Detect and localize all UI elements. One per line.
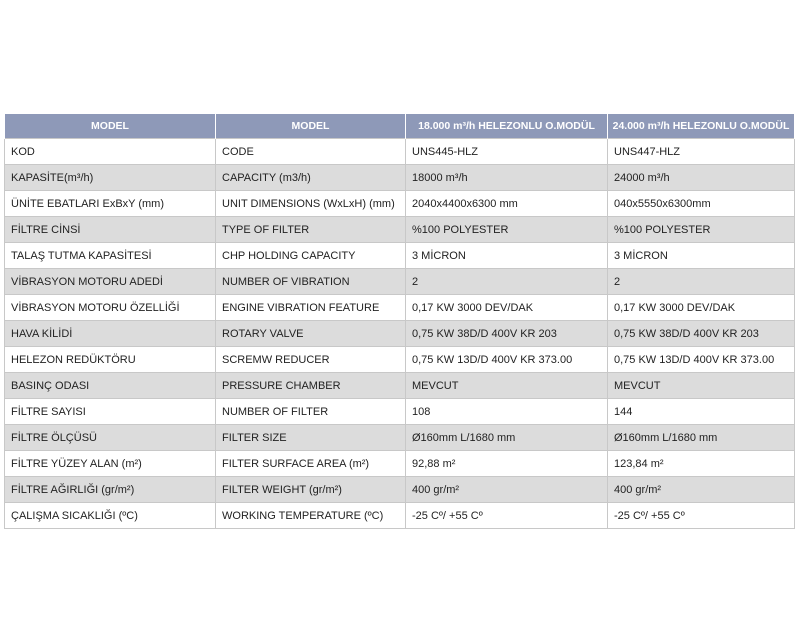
cell-label-tr: FİLTRE CİNSİ	[5, 217, 216, 243]
cell-value-24000: 123,84 m²	[608, 451, 795, 477]
header-row	[5, 114, 795, 139]
cell-label-en: NUMBER OF VIBRATION	[216, 269, 406, 295]
cell-label-en: CODE	[216, 139, 406, 165]
table-row	[5, 399, 795, 425]
cell-label-en: CAPACITY (m3/h)	[216, 165, 406, 191]
cell-value-24000: UNS447-HLZ	[608, 139, 795, 165]
cell-label-en: UNIT DIMENSIONS (WxLxH) (mm)	[216, 191, 406, 217]
cell-value-18000: 108	[406, 399, 608, 425]
cell-label-en: ROTARY VALVE	[216, 321, 406, 347]
table-row	[5, 243, 795, 269]
cell-value-18000: 400 gr/m²	[406, 477, 608, 503]
cell-label-en: CHP HOLDING CAPACITY	[216, 243, 406, 269]
cell-value-18000: 2040x4400x6300 mm	[406, 191, 608, 217]
table-row	[5, 425, 795, 451]
cell-value-18000: 0,17 KW 3000 DEV/DAK	[406, 295, 608, 321]
cell-value-24000: 24000 m³/h	[608, 165, 795, 191]
cell-label-en: FILTER SURFACE AREA (m²)	[216, 451, 406, 477]
table-row	[5, 191, 795, 217]
table-row	[5, 477, 795, 503]
cell-value-24000: 400 gr/m²	[608, 477, 795, 503]
cell-value-24000: -25 Cº/ +55 Cº	[608, 503, 795, 529]
cell-value-18000: 2	[406, 269, 608, 295]
cell-value-18000: -25 Cº/ +55 Cº	[406, 503, 608, 529]
header-24000-module: 24.000 m³/h HELEZONLU O.MODÜL	[608, 114, 795, 139]
cell-label-en: PRESSURE CHAMBER	[216, 373, 406, 399]
cell-label-en: FILTER WEIGHT (gr/m²)	[216, 477, 406, 503]
table-row	[5, 373, 795, 399]
header-model-tr: MODEL	[5, 114, 216, 139]
cell-label-tr: HAVA KİLİDİ	[5, 321, 216, 347]
table-row	[5, 503, 795, 529]
table-row	[5, 165, 795, 191]
cell-label-tr: HELEZON REDÜKTÖRU	[5, 347, 216, 373]
table-row	[5, 321, 795, 347]
cell-label-tr: BASINÇ ODASI	[5, 373, 216, 399]
table-row	[5, 347, 795, 373]
cell-value-18000: 18000 m³/h	[406, 165, 608, 191]
cell-value-18000: 3 MİCRON	[406, 243, 608, 269]
cell-label-tr: FİLTRE SAYISI	[5, 399, 216, 425]
cell-value-24000: 0,17 KW 3000 DEV/DAK	[608, 295, 795, 321]
header-model-en: MODEL	[216, 114, 406, 139]
cell-label-tr: FİLTRE AĞIRLIĞI (gr/m²)	[5, 477, 216, 503]
cell-label-tr: ÜNİTE EBATLARI ExBxY (mm)	[5, 191, 216, 217]
cell-label-en: SCREMW REDUCER	[216, 347, 406, 373]
cell-value-24000: 2	[608, 269, 795, 295]
cell-label-en: WORKING TEMPERATURE (ºC)	[216, 503, 406, 529]
cell-value-24000: 144	[608, 399, 795, 425]
cell-label-tr: VİBRASYON MOTORU ADEDİ	[5, 269, 216, 295]
table-row	[5, 269, 795, 295]
cell-label-tr: KAPASİTE(m³/h)	[5, 165, 216, 191]
cell-label-tr: VİBRASYON MOTORU ÖZELLİĞİ	[5, 295, 216, 321]
cell-label-en: TYPE OF FILTER	[216, 217, 406, 243]
spec-table	[4, 114, 795, 529]
cell-value-18000: %100 POLYESTER	[406, 217, 608, 243]
cell-value-24000: 0,75 KW 38D/D 400V KR 203	[608, 321, 795, 347]
cell-value-18000: MEVCUT	[406, 373, 608, 399]
cell-value-24000: 3 MİCRON	[608, 243, 795, 269]
cell-label-tr: KOD	[5, 139, 216, 165]
cell-value-18000: 92,88 m²	[406, 451, 608, 477]
cell-label-tr: FİLTRE ÖLÇÜSÜ	[5, 425, 216, 451]
spec-table-container	[4, 114, 794, 529]
cell-value-24000: %100 POLYESTER	[608, 217, 795, 243]
cell-value-24000: 0,75 KW 13D/D 400V KR 373.00	[608, 347, 795, 373]
cell-label-tr: TALAŞ TUTMA KAPASİTESİ	[5, 243, 216, 269]
cell-label-tr: FİLTRE YÜZEY ALAN (m²)	[5, 451, 216, 477]
cell-value-18000: Ø160mm L/1680 mm	[406, 425, 608, 451]
cell-value-18000: 0,75 KW 38D/D 400V KR 203	[406, 321, 608, 347]
table-row	[5, 217, 795, 243]
table-body	[5, 139, 795, 529]
table-row	[5, 139, 795, 165]
cell-label-en: ENGINE VIBRATION FEATURE	[216, 295, 406, 321]
header-18000-module: 18.000 m³/h HELEZONLU O.MODÜL	[406, 114, 608, 139]
table-header	[5, 114, 795, 139]
cell-label-en: FILTER SIZE	[216, 425, 406, 451]
cell-label-en: NUMBER OF FILTER	[216, 399, 406, 425]
table-row	[5, 451, 795, 477]
cell-value-18000: 0,75 KW 13D/D 400V KR 373.00	[406, 347, 608, 373]
cell-value-24000: MEVCUT	[608, 373, 795, 399]
cell-label-tr: ÇALIŞMA SICAKLIĞI (ºC)	[5, 503, 216, 529]
cell-value-24000: 040x5550x6300mm	[608, 191, 795, 217]
cell-value-24000: Ø160mm L/1680 mm	[608, 425, 795, 451]
cell-value-18000: UNS445-HLZ	[406, 139, 608, 165]
table-row	[5, 295, 795, 321]
